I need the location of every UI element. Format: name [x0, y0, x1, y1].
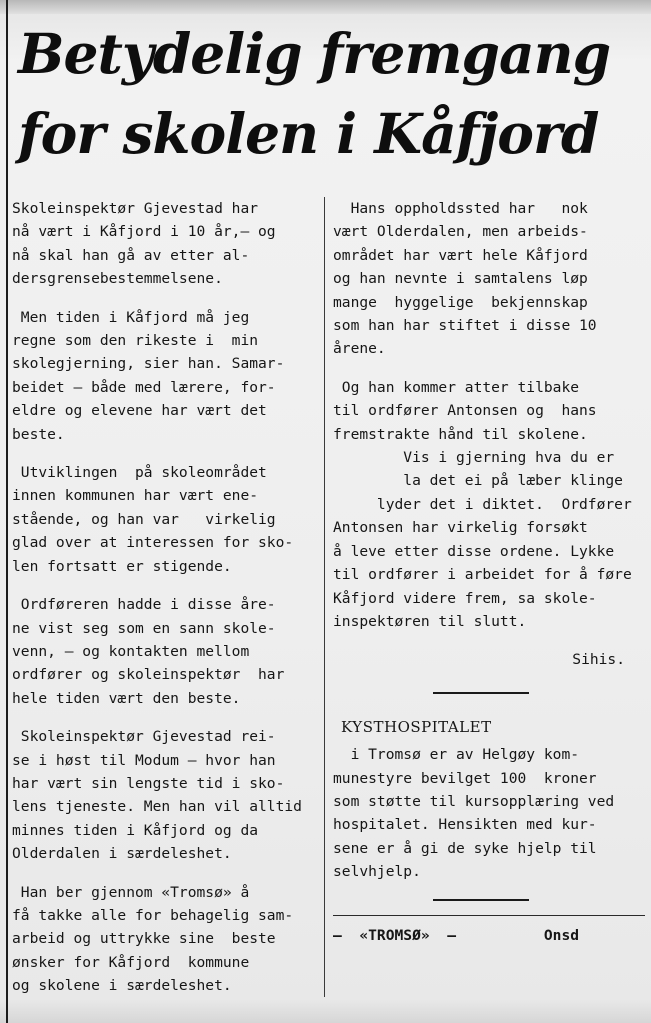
text-line: Olderdalen i særdeleshet.	[12, 845, 232, 863]
notice-line: i Tromsø er av Helgøy kom-	[333, 746, 580, 764]
article-left-column	[12, 197, 318, 1013]
section-separator	[433, 692, 529, 694]
text-line: eldre og elevene har vært det	[12, 402, 267, 420]
text-line: minnes tiden i Kåfjord og da	[12, 821, 259, 839]
footer-rule	[333, 915, 645, 916]
text-line: beidet — både med lærere, for-	[12, 378, 276, 396]
text-line: len fortsatt er stigende.	[12, 557, 232, 575]
text-line: Utviklingen på skoleområdet	[12, 464, 267, 482]
text-line: ønsker for Kåfjord kommune	[12, 953, 250, 971]
notice-heading: KYSTHOSPITALET	[341, 717, 492, 736]
text-line: Hans oppholdssted har nok	[333, 200, 588, 217]
text-line: skolegjerning, sier han. Samar-	[12, 355, 285, 373]
article-paragraph	[12, 306, 318, 446]
headline-line-1: Betydelig fremgang	[18, 21, 611, 86]
text-line: som han har stiftet i disse 10	[333, 317, 597, 335]
text-line: Han ber gjennom «Tromsø» å	[12, 883, 250, 901]
notice-line: munestyre bevilget 100 kroner	[333, 769, 597, 787]
text-line: til ordfører Antonsen og hans	[333, 402, 597, 420]
text-line: nå vært i Kåfjord i 10 år,— og	[12, 223, 276, 241]
text-line: Men tiden i Kåfjord må jeg	[12, 308, 250, 326]
article-paragraph	[12, 881, 318, 998]
article-right-column	[333, 197, 645, 947]
text-line: stående, og han var virkelig	[12, 510, 276, 528]
notice-line: selvhjelp.	[333, 863, 421, 881]
text-line: ordfører og skoleinspektør har	[12, 666, 285, 684]
article-paragraph	[12, 461, 318, 578]
headline-line-2: for skolen i Kåfjord	[18, 101, 599, 166]
text-line: å leve etter disse ordene. Lykke	[333, 542, 615, 560]
text-line: få takke alle for behagelig sam-	[12, 906, 294, 924]
text-line: lens tjeneste. Men han vil alltid	[12, 798, 302, 816]
text-line: og skolene i særdeleshet.	[12, 977, 232, 995]
notice-line: hospitalet. Hensikten med kur-	[333, 816, 597, 834]
text-line: lyder det i diktet. Ordfører	[333, 495, 632, 513]
article-paragraph	[12, 725, 318, 865]
text-line: og han nevnte i samtalens løp	[333, 270, 588, 288]
text-line: har vært sin lengste tid i sko-	[12, 774, 285, 792]
text-line: hele tiden vært den beste.	[12, 689, 241, 707]
byline-signature: Sihis.	[572, 651, 625, 669]
text-line: Antonsen har virkelig forsøkt	[333, 519, 588, 537]
text-line: innen kommunen har vært ene-	[12, 487, 259, 505]
notice-body	[333, 743, 645, 883]
notice-line: sene er å gi de syke hjelp til	[333, 839, 597, 857]
scan-top-shadow	[0, 0, 651, 14]
text-line: mange hyggelige bekjennskap	[333, 293, 588, 311]
text-line: regne som den rikeste i min	[12, 332, 259, 350]
article-headline	[18, 14, 646, 174]
footer-weekday: Onsd	[543, 926, 580, 944]
text-line: la det ei på læber klinge	[333, 472, 623, 490]
masthead-name: — «TROMSØ» —	[333, 926, 457, 944]
text-line: glad over at interessen for sko-	[12, 534, 294, 552]
article-paragraph	[333, 197, 645, 361]
text-line: nå skal han gå av etter al-	[12, 246, 250, 264]
text-line: ne vist seg som en sann skole-	[12, 619, 276, 637]
text-line: til ordfører i arbeidet for å føre	[333, 566, 632, 584]
text-line: vært Olderdalen, men arbeids-	[333, 223, 588, 241]
text-line: Vis i gjerning hva du er	[333, 449, 615, 467]
text-line: Og han kommer atter tilbake	[333, 378, 580, 396]
notice-separator	[433, 899, 529, 901]
text-line: området har vært hele Kåfjord	[333, 246, 588, 264]
text-line: Skoleinspektør Gjevestad har	[12, 200, 259, 217]
notice-line: som støtte til kursopplæring ved	[333, 792, 615, 810]
right-column-paragraphs	[333, 197, 645, 633]
text-line: Skoleinspektør Gjevestad rei-	[12, 728, 276, 746]
text-line: dersgrensebestemmelsene.	[12, 270, 223, 288]
text-line: fremstrakte hånd til skolene.	[333, 425, 588, 443]
text-line: arbeid og uttrykke sine beste	[12, 930, 276, 948]
text-line: årene.	[333, 340, 386, 358]
article-paragraph	[12, 197, 318, 291]
text-line: Ordføreren hadde i disse åre-	[12, 596, 276, 614]
text-line: venn, — og kontakten mellom	[12, 642, 250, 660]
page-footer	[333, 924, 645, 947]
article-paragraph	[12, 593, 318, 710]
text-line: inspektøren til slutt.	[333, 612, 527, 630]
text-line: beste.	[12, 425, 65, 443]
left-margin-rule	[6, 0, 8, 1023]
scan-bottom-shadow	[0, 999, 651, 1023]
text-line: Kåfjord videre frem, sa skole-	[333, 589, 597, 607]
column-divider	[324, 197, 325, 997]
article-paragraph	[333, 376, 645, 633]
text-line: se i høst til Modum — hvor han	[12, 751, 276, 769]
